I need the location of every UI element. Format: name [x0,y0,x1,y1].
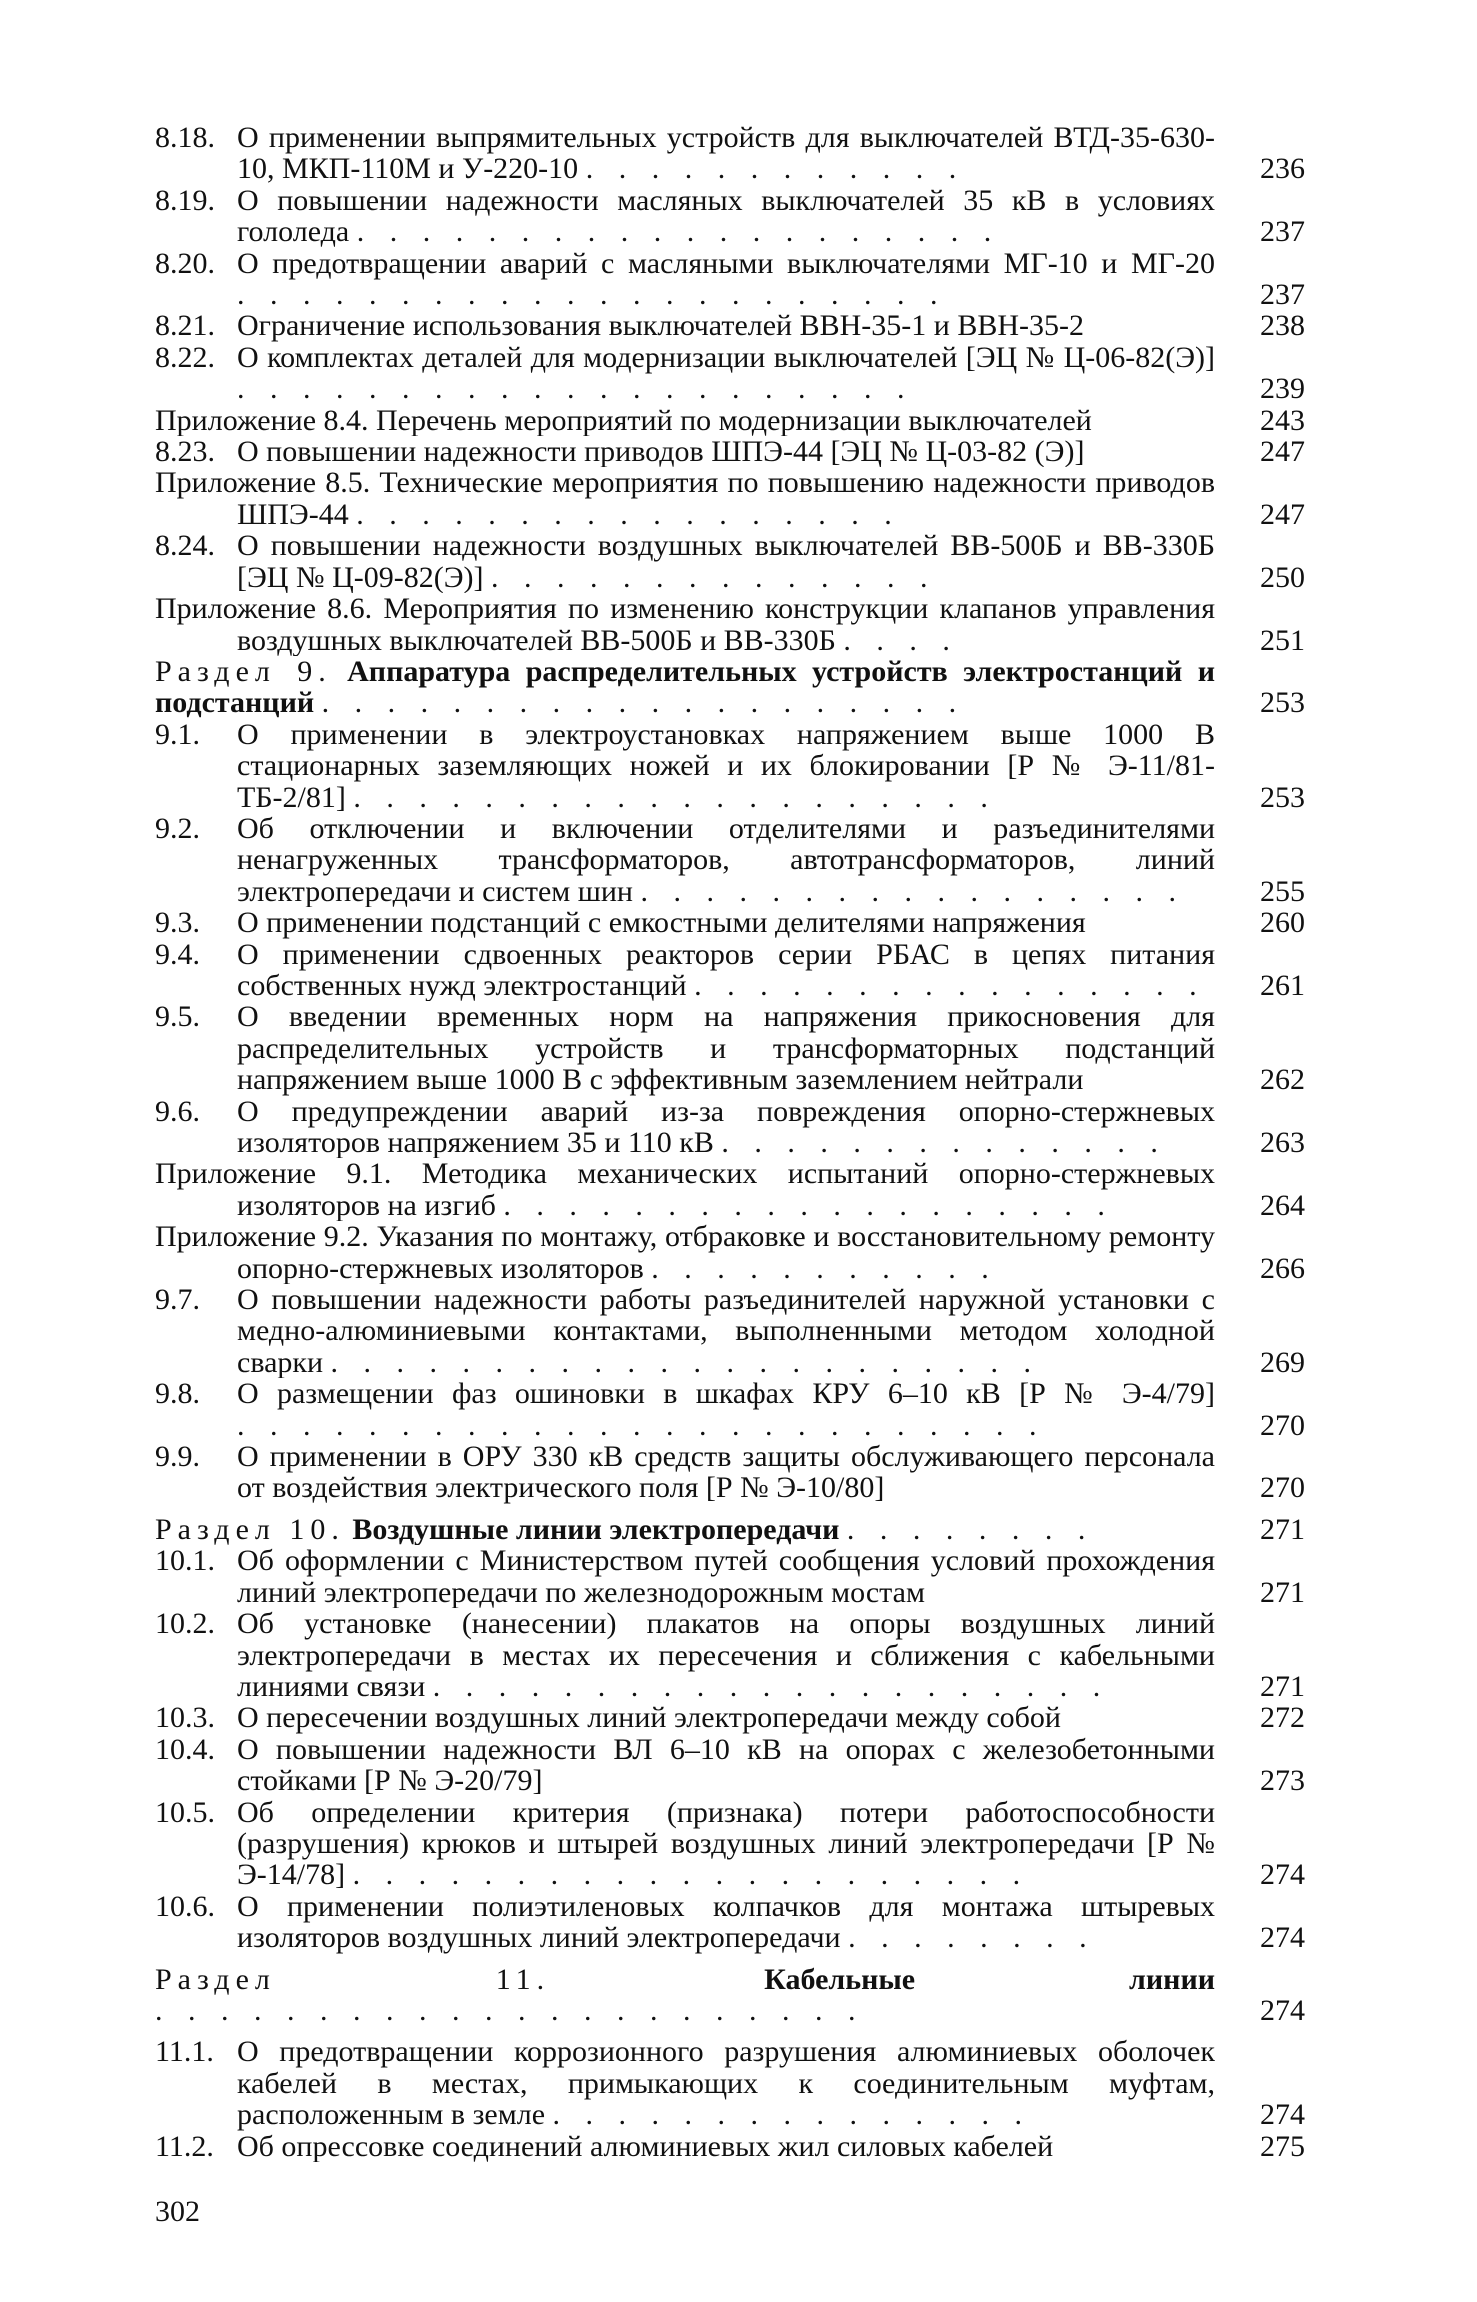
toc-entry-8-18 [155,122,1305,185]
table-of-contents [155,122,1305,2162]
leader-dots: . . . . . . . . . . . . . . . . . . . [503,1188,1114,1222]
entry-page: 237 [1260,278,1305,312]
entry-number: 9.4. [155,937,200,971]
entry-page: 250 [1260,560,1305,594]
entry-title: О повышении надежности работы разъединителей наружной установки с медно-алюминиевыми контактами, выполненными методом холодной сварки [237,1284,1215,1379]
entry-page: 236 [1260,152,1305,186]
entry-title: Об определении критерия (признака) потери работоспособности (разрушения) крюков и штырей воздушных линий электропередачи [Р № Э-14/78] [237,1796,1215,1891]
entry-number: 8.18. [155,121,215,154]
leader-dots: . . . . . . . . . . . . . . . [552,2098,1032,2131]
toc-entry-9-8 [155,1378,1305,1441]
leader-dots: . . . . . . . . . . . . . . . . . . . . [321,686,966,719]
toc-entry-10-2 [155,1608,1305,1702]
toc-section-11 [155,1964,1305,2027]
entry-title: Об опрессовке соединений алюминиевых жил силовых кабелей [237,2130,1054,2162]
leader-dots: . . . . . . . . . . . . [585,152,966,185]
leader-dots: . . . . . . . . . . . . . . . . . [640,874,1185,908]
spacer [155,2026,1305,2036]
entry-number: 10.4. [155,1732,215,1766]
entry-page: 239 [1260,372,1305,406]
section-label: Раздел 9. [155,655,332,688]
entry-page: 247 [1260,497,1305,531]
entry-number: 11.2. [155,2129,214,2163]
toc-entry-9-1 [155,719,1305,813]
toc-section-9 [155,656,1305,719]
toc-entry-10-5 [155,1797,1305,1891]
entry-number: 9.6. [155,1094,200,1128]
toc-entry-10-3 [155,1702,1305,1733]
leader-dots: . . . . . . . . [846,1513,1095,1546]
entry-title: О применении в ОРУ 330 кВ средств защиты обслуживающего персонала от воздействия электрического поля [Р № Э-10/80] [237,1441,1215,1504]
appendix-title: Приложение 8.5. Технические мероприятия по повышению надежности приводов ШПЭ-44 [155,467,1215,531]
entry-page: 272 [1260,1701,1305,1735]
entry-title: О предотвращении коррозионного разрушения алюминиевых оболочек кабелей в местах, примыкающих к соединительным муфтам, расположенным в земле [237,2036,1215,2131]
section-label: Раздел 10. [155,1513,345,1546]
entry-page: 269 [1260,1345,1305,1379]
toc-entry-10-6 [155,1891,1305,1954]
entry-title: О предотвращении аварий с масляными выключателями МГ-10 и МГ-20 [237,247,1215,280]
toc-entry-9-7 [155,1284,1305,1378]
entry-title: О повышении надежности приводов ШПЭ-44 [ЭЦ № Ц-03-82 (Э)] [237,436,1085,468]
entry-number: 8.24. [155,529,215,563]
appendix-title: Приложение 9.2. Указания по монтажу, отбраковке и восстановительному ремонту опорно-стержневых изоляторов [155,1221,1215,1285]
toc-entry-8-22 [155,342,1305,405]
toc-entry-8-21 [155,310,1305,341]
entry-page: 271 [1260,1575,1305,1609]
entry-title: О повышении надежности ВЛ 6–10 кВ на опорах с железобетонными стойками [Р № Э-20/79] [237,1733,1215,1797]
entry-title: О применении выпрямительных устройств для выключателей ВТД-35-630-10, МКП-110М и У-220-10 [237,122,1215,185]
entry-number: 10.5. [155,1795,215,1829]
entry-page: 270 [1260,1471,1305,1505]
entry-page: 274 [1260,1858,1305,1892]
leader-dots: . . . . . . . . . . . . . . . . . . . . [353,780,997,813]
toc-entry-9-4 [155,939,1305,1002]
entry-title: О применении подстанций с емкостными делителями напряжения [237,907,1086,939]
entry-page: 263 [1260,1126,1305,1159]
toc-section-10 [155,1514,1305,1545]
spacer [155,1504,1305,1514]
entry-title: О применении полиэтиленовых колпачков для монтажа штыревых изоляторов воздушных линий электропередачи [237,1890,1215,1954]
toc-entry-8-20 [155,248,1305,311]
section-title: Воздушные линии электропередачи [352,1513,840,1546]
entry-page: 238 [1260,309,1305,343]
entry-page: 251 [1260,623,1305,657]
entry-number: 9.7. [155,1283,200,1317]
entry-page: 274 [1260,1921,1305,1955]
toc-appendix-8-5 [155,467,1305,530]
leader-dots: . . . . . . . . . . . . . . . . . . . . [356,215,1001,248]
entry-number: 9.8. [155,1377,200,1411]
entry-page: 271 [1260,1669,1305,1703]
entry-page: 255 [1260,874,1305,908]
entry-page: 271 [1260,1512,1305,1546]
appendix-title: Приложение 8.6. Мероприятия по изменению конструкции клапанов управления воздушных выключателей ВВ-500Б и ВВ-330Б [155,593,1215,656]
entry-number: 10.1. [155,1544,215,1578]
leader-dots: . . . . . . . . . . . . . . . . . . . . . [237,372,914,405]
entry-page: 247 [1260,435,1305,469]
section-title: Кабельные линии [764,1963,1215,1996]
entry-title: О введении временных норм на напряжения прикосновения для распределительных устройств и трансформаторных подстанций напряжением выше 1000 В с эффективным заземлением нейтрали [237,1001,1215,1096]
entry-title: О повышении надежности масляных выключателей 35 кВ в условиях гололеда [237,184,1215,248]
entry-page: 275 [1260,2129,1305,2163]
entry-page: 266 [1260,1251,1305,1285]
leader-dots: . . . . . . . . . . . . . . . . . . . . . [432,1669,1110,1703]
entry-title: О комплектах деталей для модернизации выключателей [ЭЦ № Ц-06-82(Э)] [237,341,1215,374]
toc-entry-11-2 [155,2131,1305,2162]
entry-title: О предупреждении аварий из-за повреждения опорно-стержневых изоляторов напряжением 35 и 110 кВ [237,1095,1215,1159]
leader-dots: . . . . . . . . . . . . . . . . [694,968,1206,1002]
entry-title: О повышении надежности воздушных выключателей ВВ-500Б и ВВ-330Б [ЭЦ № Ц-09-82(Э)] [237,530,1215,594]
entry-page: 274 [1260,1993,1305,2027]
leader-dots: . . . . . . . . . . . . . . . . . . . . . . [155,1993,865,2027]
entry-title: О применении сдвоенных реакторов серии РБАС в цепях питания собственных нужд электростанций [237,938,1215,1002]
entry-page: 262 [1260,1063,1305,1097]
section-title: Аппаратура распределительных устройств электростанций и подстанций [155,655,1215,719]
entry-page: 264 [1260,1188,1305,1222]
toc-appendix-8-6 [155,593,1305,656]
leader-dots: . . . . . . . . . . . . . . [491,560,937,594]
entry-page: 260 [1260,906,1305,940]
leader-dots: . . . . [843,623,959,656]
toc-appendix-8-4 [155,405,1305,436]
entry-title: О применении в электроустановках напряжением выше 1000 В стационарных заземляющих ножей и их блокировании [Р № Э-11/81-ТБ-2/81] [237,718,1215,813]
page-number: 302 [155,2195,200,2228]
entry-number: 9.2. [155,811,200,845]
entry-title: Ограничение использования выключателей ВВН-35-1 и ВВН-35-2 [237,310,1084,342]
leader-dots: . . . . . . . . . . . . . . [721,1126,1167,1159]
entry-number: 10.2. [155,1607,215,1641]
leader-dots: . . . . . . . . . . . . . . . . . . . . . [352,1858,1030,1891]
toc-entry-11-1 [155,2036,1305,2130]
entry-title: О размещении фаз ошиновки в шкафах КРУ 6–10 кВ [Р № Э-4/79] [237,1378,1215,1411]
appendix-title: Приложение 8.4. Перечень мероприятий по модернизации выключателей [155,404,1092,437]
toc-entry-9-6 [155,1096,1305,1159]
toc-appendix-9-2 [155,1221,1305,1284]
entry-number: 9.3. [155,906,200,940]
entry-page: 237 [1260,215,1305,249]
entry-page: 253 [1260,780,1305,814]
toc-appendix-9-1 [155,1158,1305,1221]
entry-title: Об установке (нанесении) плакатов на опоры воздушных линий электропередачи в местах их пересечения и сближения с кабельными линиями связи [237,1608,1215,1703]
entry-number: 9.5. [155,1000,200,1034]
toc-entry-10-1 [155,1545,1305,1608]
entry-title: Об отключении и включении отделителями и разъединителями ненагруженных трансформаторов, автотрансформаторов, линий электропередачи и систем шин [237,812,1215,908]
entry-number: 8.22. [155,340,215,374]
entry-number: 8.20. [155,246,215,280]
toc-entry-10-4 [155,1734,1305,1797]
toc-entry-8-23 [155,436,1305,467]
leader-dots: . . . . . . . . . . . . . . . . . . . . . . [237,278,947,311]
leader-dots: . . . . . . . . . . . . . . . . . . . . . . [330,1345,1041,1379]
entry-number: 9.1. [155,717,200,751]
section-label: Раздел 11. [155,1963,551,1996]
entry-page: 261 [1260,968,1305,1002]
entry-page: 270 [1260,1408,1305,1442]
entry-title: О пересечении воздушных линий электропередачи между собой [237,1702,1061,1734]
entry-number: 10.6. [155,1889,215,1923]
leader-dots: . . . . . . . . [848,1921,1096,1954]
leader-dots: . . . . . . . . . . . [651,1251,998,1285]
entry-number: 8.21. [155,309,215,343]
entry-page: 243 [1260,403,1305,437]
entry-number: 10.3. [155,1701,215,1735]
entry-title: Об оформлении с Министерством путей сообщения условий прохождения линий электропередачи по железнодорожным мостам [237,1545,1215,1609]
spacer [155,1954,1305,1964]
leader-dots: . . . . . . . . . . . . . . . . . [356,497,901,531]
leader-dots: . . . . . . . . . . . . . . . . . . . . . . . . . [237,1408,1046,1442]
entry-page: 274 [1260,2098,1305,2132]
toc-entry-8-19 [155,185,1305,248]
entry-page: 253 [1260,686,1305,720]
toc-entry-8-24 [155,530,1305,593]
entry-page: 273 [1260,1764,1305,1798]
entry-number: 8.23. [155,435,215,469]
toc-entry-9-9 [155,1441,1305,1504]
entry-number: 11.1. [155,2035,214,2069]
appendix-title: Приложение 9.1. Методика механических испытаний опорно-стержневых изоляторов на изгиб [155,1158,1215,1222]
toc-entry-9-3 [155,907,1305,938]
toc-entry-9-5 [155,1001,1305,1095]
entry-number: 8.19. [155,183,215,217]
toc-entry-9-2 [155,813,1305,907]
entry-number: 9.9. [155,1440,200,1474]
